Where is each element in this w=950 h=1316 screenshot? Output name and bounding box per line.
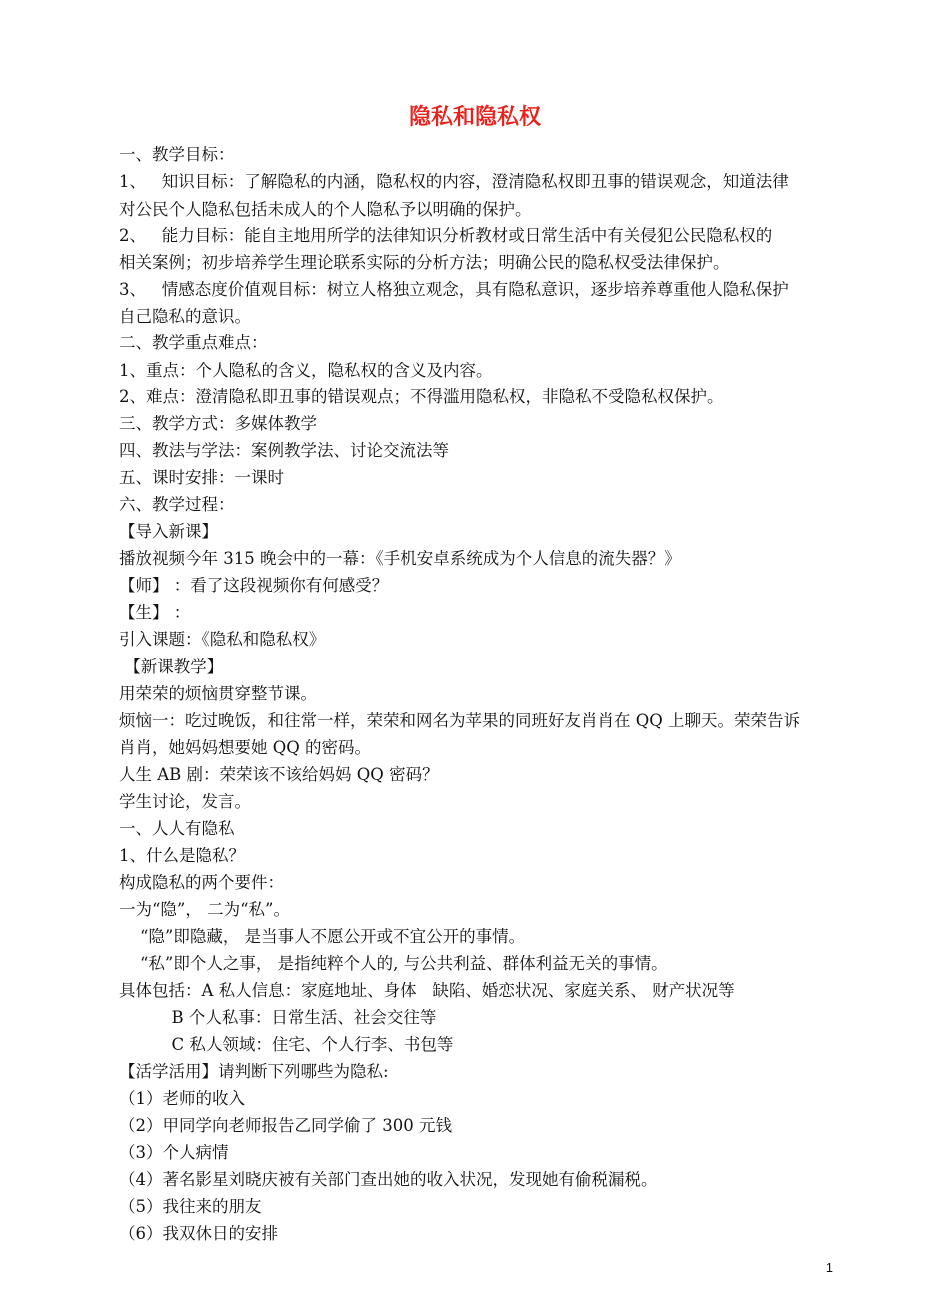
text-line: 1、重点：个人隐私的含义，隐私权的含义及内容。 [119, 361, 493, 380]
text-line: 对公民个人隐私包括未成人的个人隐私予以明确的保护。 [119, 200, 532, 219]
text-line: 2、 能力目标：能自主地用所学的法律知识分析教材或日常生活中有关侵犯公民隐私权的 [119, 226, 773, 245]
text-line: 肖肖，她妈妈想要她 QQ 的密码。 [119, 738, 372, 757]
text-line: 播放视频今年 315 晚会中的一幕：《手机安卓系统成为个人信息的流失器？》 [119, 549, 681, 568]
text-line: 【活学活用】请判断下列哪些为隐私: [119, 1062, 389, 1081]
text-line: （5）我往来的朋友 [119, 1197, 262, 1216]
text-line: 2、难点：澄清隐私即丑事的错误观点；不得滥用隐私权，非隐私不受隐私权保护。 [119, 387, 724, 406]
text-line: 三、教学方式：多媒体教学 [119, 414, 317, 433]
text-line: 学生讨论，发言。 [119, 792, 251, 811]
text-line: 1、 知识目标：了解隐私的内涵，隐私权的内容，澄清隐私权即丑事的错误观念，知道法律 [119, 172, 789, 191]
text-line: （1）老师的收入 [119, 1089, 245, 1108]
text-line: 【师】 ：看了这段视频你有何感受？ [119, 576, 389, 595]
text-line: （3）个人病情 [119, 1143, 229, 1162]
text-line: “私”即个人之事， 是指纯粹个人的, 与公共利益、群体利益无关的事情。 [119, 954, 668, 973]
page-number: 1 [825, 1260, 833, 1275]
text-line: 1、什么是隐私？ [119, 846, 245, 865]
text-line: 五、课时安排：一课时 [119, 468, 284, 487]
text-line: 一、教学目标： [119, 145, 235, 164]
text-line: 一为“隐”， 二为“私”。 [119, 900, 290, 919]
text-line: 【生】 ： [119, 603, 191, 622]
text-line: （2）甲同学向老师报告乙同学偷了 300 元钱 [119, 1116, 452, 1135]
text-line: 用荣荣的烦恼贯穿整节课。 [119, 684, 317, 703]
text-line: 具体包括：A 私人信息：家庭地址、身体 缺陷、婚恋状况、家庭关系、 财产状况等 [119, 981, 735, 1000]
text-line: C 私人领域：住宅、个人行李、书包等 [119, 1035, 454, 1054]
text-line: 烦恼一：吃过晚饭，和往常一样，荣荣和网名为苹果的同班好友肖肖在 QQ 上聊天。荣荣告诉 [119, 711, 801, 730]
text-line: B 个人私事：日常生活、社会交往等 [119, 1008, 437, 1027]
text-line: 构成隐私的两个要件： [119, 873, 284, 892]
text-line: 二、教学重点难点： [119, 333, 268, 352]
text-line: （4）著名影星刘晓庆被有关部门查出她的收入状况，发现她有偷税漏税。 [119, 1170, 658, 1189]
text-line: “隐”即隐藏， 是当事人不愿公开或不宜公开的事情。 [119, 927, 526, 946]
text-line: （6）我双休日的安排 [119, 1224, 278, 1243]
text-line: 相关案例；初步培养学生理论联系实际的分析方法；明确公民的隐私权受法律保护。 [119, 253, 730, 272]
text-line: 3、 情感态度价值观目标：树立人格独立观念，具有隐私意识，逐步培养尊重他人隐私保护 [119, 280, 789, 299]
text-line: 引入课题：《隐私和隐私权》 [119, 630, 326, 649]
document-title: 隐私和隐私权 [408, 105, 541, 130]
text-line: 四、教法与学法：案例教学法、讨论交流法等 [119, 441, 449, 460]
text-line: 六、教学过程： [119, 495, 235, 514]
text-line: 【导入新课】 [119, 522, 218, 541]
text-line: 自己隐私的意识。 [119, 307, 251, 326]
text-line: 【新课教学】 [119, 657, 224, 676]
text-line: 人生 AB 剧：荣荣该不该给妈妈 QQ 密码？ [119, 765, 439, 784]
text-line: 一、人人有隐私 [119, 819, 235, 838]
